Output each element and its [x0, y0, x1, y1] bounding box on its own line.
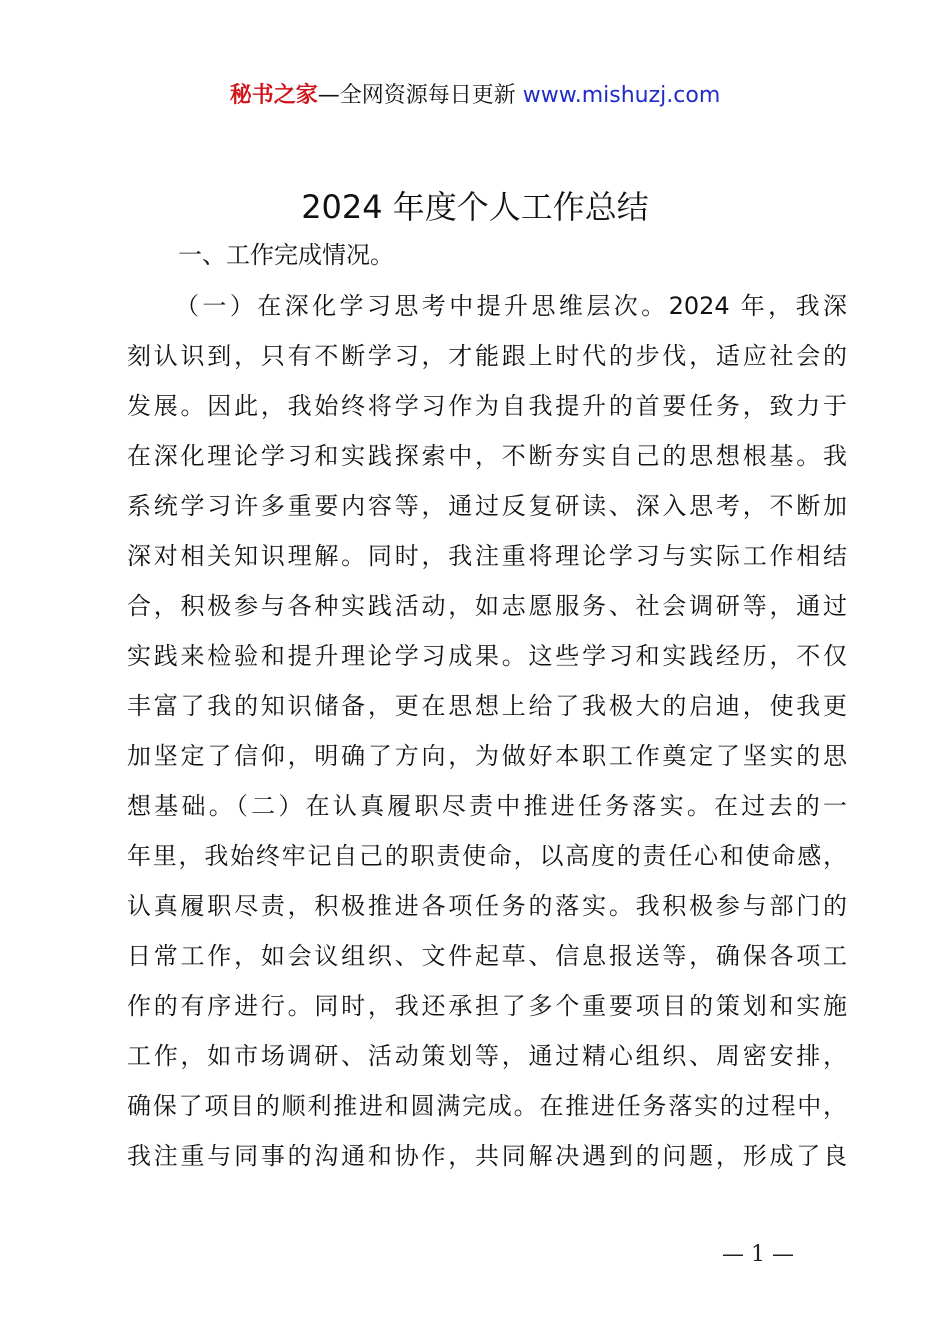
body-line: 确保了项目的顺利推进和圆满完成。在推进任务落实的过程中， — [127, 1092, 847, 1120]
body-line: 发展。因此，我始终将学习作为自我提升的首要任务，致力于 — [127, 392, 847, 420]
body-line: 作的有序进行。同时，我还承担了多个重要项目的策划和实施 — [127, 992, 847, 1020]
body-line: 工作，如市场调研、活动策划等，通过精心组织、周密安排， — [127, 1042, 847, 1070]
body-line: 系统学习许多重要内容等，通过反复研读、深入思考，不断加 — [127, 492, 847, 520]
body-line: 年里，我始终牢记自己的职责使命，以高度的责任心和使命感， — [127, 842, 847, 870]
page-number: — 1 — — [722, 1242, 794, 1267]
body-line: 想基础。（二）在认真履职尽责中推进任务落实。在过去的一 — [127, 792, 847, 820]
body-line: 我注重与同事的沟通和协作，共同解决遇到的问题，形成了良 — [127, 1142, 847, 1170]
document-title: 2024 年度个人工作总结 — [301, 188, 649, 226]
body-line: 加坚定了信仰，明确了方向，为做好本职工作奠定了坚实的思 — [127, 742, 847, 770]
document-body — [127, 286, 847, 1186]
site-url-link[interactable]: www.mishuzj.com — [522, 83, 721, 108]
brand-name: 秘书之家 — [229, 83, 318, 108]
body-line: 在深化理论学习和实践探索中，不断夯实自己的思想根基。我 — [127, 442, 847, 470]
body-line: （一）在深化学习思考中提升思维层次。2024 年，我深 — [175, 292, 847, 320]
body-line: 日常工作，如会议组织、文件起草、信息报送等，确保各项工 — [127, 942, 847, 970]
body-line: 实践来检验和提升理论学习成果。这些学习和实践经历，不仅 — [127, 642, 847, 670]
banner-tagline: —全网资源每日更新 — [317, 83, 516, 108]
site-banner — [0, 80, 950, 112]
body-line: 认真履职尽责，积极推进各项任务的落实。我积极参与部门的 — [127, 892, 847, 920]
section-heading: 一、工作完成情况。 — [178, 241, 394, 269]
body-line: 刻认识到，只有不断学习，才能跟上时代的步伐，适应社会的 — [127, 342, 847, 370]
body-line: 合，积极参与各种实践活动，如志愿服务、社会调研等，通过 — [127, 592, 847, 620]
body-line: 丰富了我的知识储备，更在思想上给了我极大的启迪，使我更 — [127, 692, 847, 720]
body-line: 深对相关知识理解。同时，我注重将理论学习与实际工作相结 — [127, 542, 847, 570]
